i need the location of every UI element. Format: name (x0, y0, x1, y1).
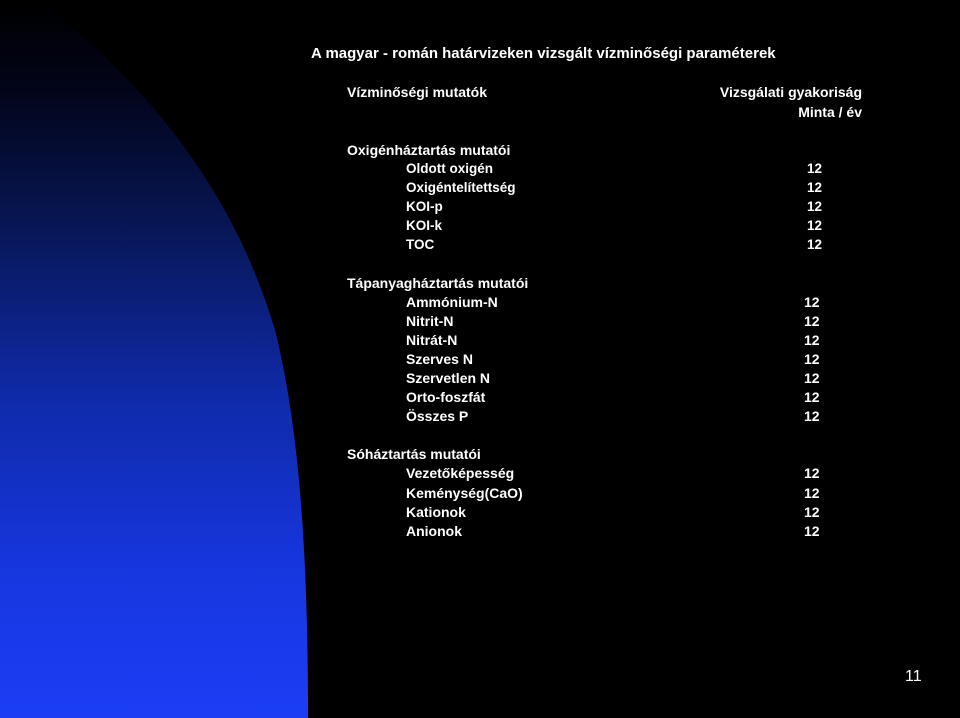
list-item-label: TOC (406, 237, 435, 252)
list-item-value: 12 (804, 523, 820, 539)
page-number: 11 (905, 668, 922, 685)
column-header-frequency: Vizsgálati gyakoriság (719, 84, 862, 100)
list-item-value: 12 (807, 237, 823, 252)
list-item-label: Oxigéntelítettség (406, 180, 516, 195)
list-item-value: 12 (804, 313, 820, 329)
list-item-label: Összes P (406, 408, 469, 424)
group-title-salts: Sóháztartás mutatói (347, 446, 481, 462)
list-item-label: Keménység(CaO) (406, 485, 523, 501)
list-item-value: 12 (804, 485, 820, 501)
list-item-label: Ammónium-N (406, 294, 498, 310)
list-item-value: 12 (804, 294, 820, 310)
list-item-value: 12 (804, 465, 820, 481)
list-item-value: 12 (807, 161, 823, 176)
list-item-label: Vezetőképesség (406, 465, 515, 481)
list-item-value: 12 (804, 351, 820, 367)
list-item-label: Nitrit-N (406, 313, 454, 329)
list-item-label: KOI-k (406, 218, 443, 233)
list-item-label: Oldott oxigén (406, 161, 493, 176)
list-item-value: 12 (804, 389, 820, 405)
column-header-indicators: Vízminőségi mutatók (347, 84, 488, 100)
list-item-value: 12 (807, 218, 823, 233)
list-item-label: Orto-foszfát (406, 389, 486, 405)
list-item-label: Nitrát-N (406, 332, 458, 348)
list-item-value: 12 (807, 180, 823, 195)
group-title-oxygen: Oxigénháztartás mutatói (347, 142, 511, 158)
list-item-value: 12 (804, 370, 820, 386)
list-item-label: Szervetlen N (406, 370, 491, 386)
group-title-nutrients: Tápanyagháztartás mutatói (347, 275, 529, 291)
list-item-value: 12 (804, 332, 820, 348)
column-header-unit: Minta / év (798, 104, 862, 120)
list-item-value: 12 (807, 199, 823, 214)
list-item-label: Anionok (406, 523, 462, 539)
list-item-value: 12 (804, 408, 820, 424)
list-item-label: Szerves N (406, 351, 473, 367)
page-title: A magyar - román határvizeken vizsgált vízminőségi paraméterek (311, 45, 776, 62)
list-item-value: 12 (804, 504, 820, 520)
list-item-label: KOI-p (406, 199, 443, 214)
list-item-label: Kationok (406, 504, 466, 520)
